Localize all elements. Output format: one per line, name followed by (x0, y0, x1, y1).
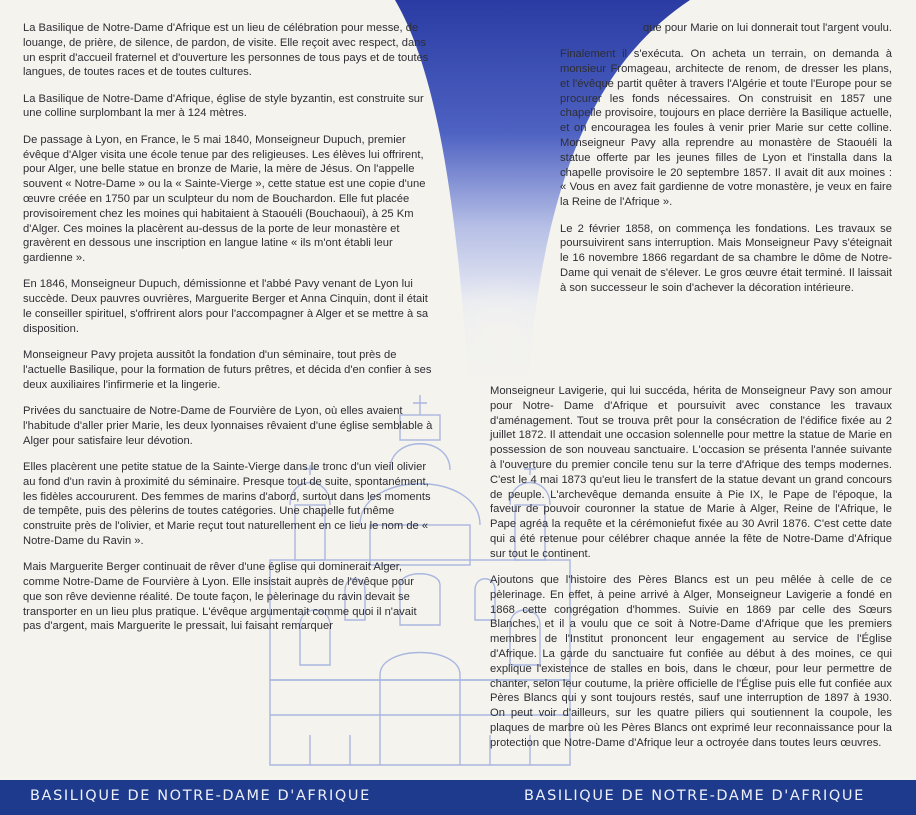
paragraph: Finalement il s'exécuta. On acheta un terrain, on demanda à monsieur Fromageau, architecte de renom, de dresser les plans, et l'évêque partit quêter à travers l'Algérie et toute l'Europe pour se procurer les fonds nécessaires. On construisit en 1857 une chapelle provisoire, toujours en place derrière la Basilique actuelle, et on encouragea les foules à venir prier Marie sur cette colline. Monseigneur Pavy alla reprendre au monastère de Staouéli la statue offerte par les jeunes filles de Lyon et l'installa dans la chapelle provisoire le 20 septembre 1857. Il avait dit aux moines : « Vous en avez fait gardienne de votre monastère, je veux en faire la Reine de l'Afrique ». (560, 48, 892, 209)
paragraph: Ajoutons que l'histoire des Pères Blancs est un peu mêlée à celle de ce pèlerinage. En effet, à peine arrivé à Alger, Monseigneur Lavigerie a fondé en 1868 cette congrégation d'hommes. Suivie en 1869 par celle des Sœurs Blanches, et il a voulu que ce soit à Notre-Dame d'Afrique que les premiers membres de l'Institut prononcent leur engagement au service de l'Église d'Afrique. La garde du sanctuaire fut confiée au début à des moines, ce qui explique l'existence de stalles en bois, dans le chœur, pour leur permettre de chanter, selon leur coutume, la prière officielle de l'Église puis elle fut confiée aux Pères Blancs qui y sont toujours restés, sauf une interruption de 1897 à 1930. On peut voir d'ailleurs, sur les quatre piliers qui soutiennent la coupole, les plaques de marbre où les Pères Blancs ont exprimé leur reconnaissance pour la protection que Notre-Dame d'Afrique leur a octroyée dans toutes leurs œuvres. (490, 574, 892, 749)
paragraph: Monseigneur Lavigerie, qui lui succéda, hérita de Monseigneur Pavy son amour pour Notre- Dame d'Afrique et poursuivit avec constance les travaux d'aménagement. Tout se trouva prêt pour la consécration de l'édifice fixée au 2 juillet 1872. Il attendait une occasion solennelle pour mettre la statue de Marie en possession de son nouveau sanctuaire. L'occasion se présenta l'année suivante à l'ouverture du premier concile tenu sur la terre d'Afrique des temps modernes. C'est le 4 mai 1873 qu'eut lieu le transfert de la statue devant un grand concours de peuple. L'archevêque demanda ensuite à Pie IX, le Pape de l'époque, la faveur de pouvoir couronner la statue de Marie à Alger, Reine de l'Afrique, le Pape agréa la requête et la cérémoniefut fixée au 30 Avril 1876. C'est cette date qui a été retenue pour célébrer chaque année la fête de Notre-Dame d'Afrique sur tout le continent. (490, 385, 892, 560)
paragraph: En 1846, Monseigneur Dupuch, démissionne et l'abbé Pavy venant de Lyon lui succède. Deux pauvres ouvrières, Marguerite Berger et Anna Cinquin, dont il était le conseiller spirituel, s'offrirent alors pour l'accompagner à Alger et se mettre à sa disposition. (23, 278, 429, 335)
paragraph: La Basilique de Notre-Dame d'Afrique est un lieu de célébration pour messe, de louange, de prière, de silence, de pardon, de visite. Elle reçoit avec respect, dans un esprit d'accueil fraternel et d'ouverture les personnes de tous pays et de toutes langues, de toutes races et de toutes cultures. (23, 22, 429, 79)
paragraph: Mais Marguerite Berger continuait de rêver d'une église qui dominerait Alger, comme Notre-Dame de Fourvière à Lyon. Elle insistait auprès de l'évêque pour que son rêve devienne réalité. De toute façon, le pèlerinage du ravin devait se transporter en un lieu plus pratique. L'évêque argumentait comme quoi il n'avait pas d'argent, mais Marguerite le pressait, lui faisant remarquer (23, 561, 417, 633)
left-text-column (23, 21, 435, 646)
footer-title-right: BASILIQUE DE NOTRE-DAME D'AFRIQUE (524, 788, 865, 804)
paragraph: La Basilique de Notre-Dame d'Afrique, église de style byzantin, est construite sur une colline surplombant la mer à 124 mètres. (23, 92, 424, 120)
paragraph: Le 2 février 1858, on commença les fondations. Les travaux se poursuivirent sans interruption. Mais Monseigneur Pavy s'éteignait le 16 novembre 1866 regardant de sa chambre le dôme de Notre-Dame qui venait de s'élever. Le gros œuvre était terminé. Il laissait à son successeur le soin d'achever la décoration intérieure. (560, 222, 892, 294)
paragraph: que pour Marie on lui donnerait tout l'argent voulu. (642, 22, 892, 34)
footer-band (0, 780, 916, 815)
paragraph: Monseigneur Pavy projeta aussitôt la fondation d'un séminaire, tout près de l'actuelle Basilique, pour la formation de futurs prêtres, et décida d'en confier à ses deux auxiliaires l'infirmerie et la lingerie. (23, 349, 432, 391)
paragraph: Privées du sanctuaire de Notre-Dame de Fourvière de Lyon, où elles avaient l'habitude d'aller prier Marie, les deux lyonnaises rêvaient d'une église semblable à Alger pour satisfaire leur dévotion. (23, 405, 433, 447)
right-text-column-top (560, 21, 892, 307)
paragraph: Elles placèrent une petite statue de la Sainte-Vierge dans le tronc d'un vieil olivier au fond d'un ravin à proximité du séminaire. Presque tout de suite, spontanément, les fidèles accoururent. Des femmes de marins d'abord, surtout dans les moments de tempête, puis des pèlerins de toutes catégories. Une chapelle fut même construite près de l'olivier, et Marie reçut tout naturellement en ce lieu le nom de « Notre-Dame du Ravin ». (23, 460, 431, 547)
footer-title-left: BASILIQUE DE NOTRE-DAME D'AFRIQUE (30, 788, 371, 804)
paragraph: De passage à Lyon, en France, le 5 mai 1840, Monseigneur Dupuch, premier évêque d'Alger visita une école tenue par des religieuses. Les élèves lui offrirent, pour Alger, une belle statue en bronze de Marie, la mère de Jésus. On l'appelle souvent « Notre-Dame » ou la « Sainte-Vierge », cette statue est une copie d'une œuvre créée en 1750 par un sculpteur du nom de Bouchardon. Elle fut placée provisoirement chez les moines qui habitaient à Staouéli (Bouchaoui), à 25 Km d'Alger. Ces moines la placèrent au-dessus de la porte de leur monastère et gravèrent en dessous une inscription en langue latine « ils m'ont établi leur gardienne ». (23, 133, 426, 265)
right-text-column-bottom (490, 384, 892, 762)
